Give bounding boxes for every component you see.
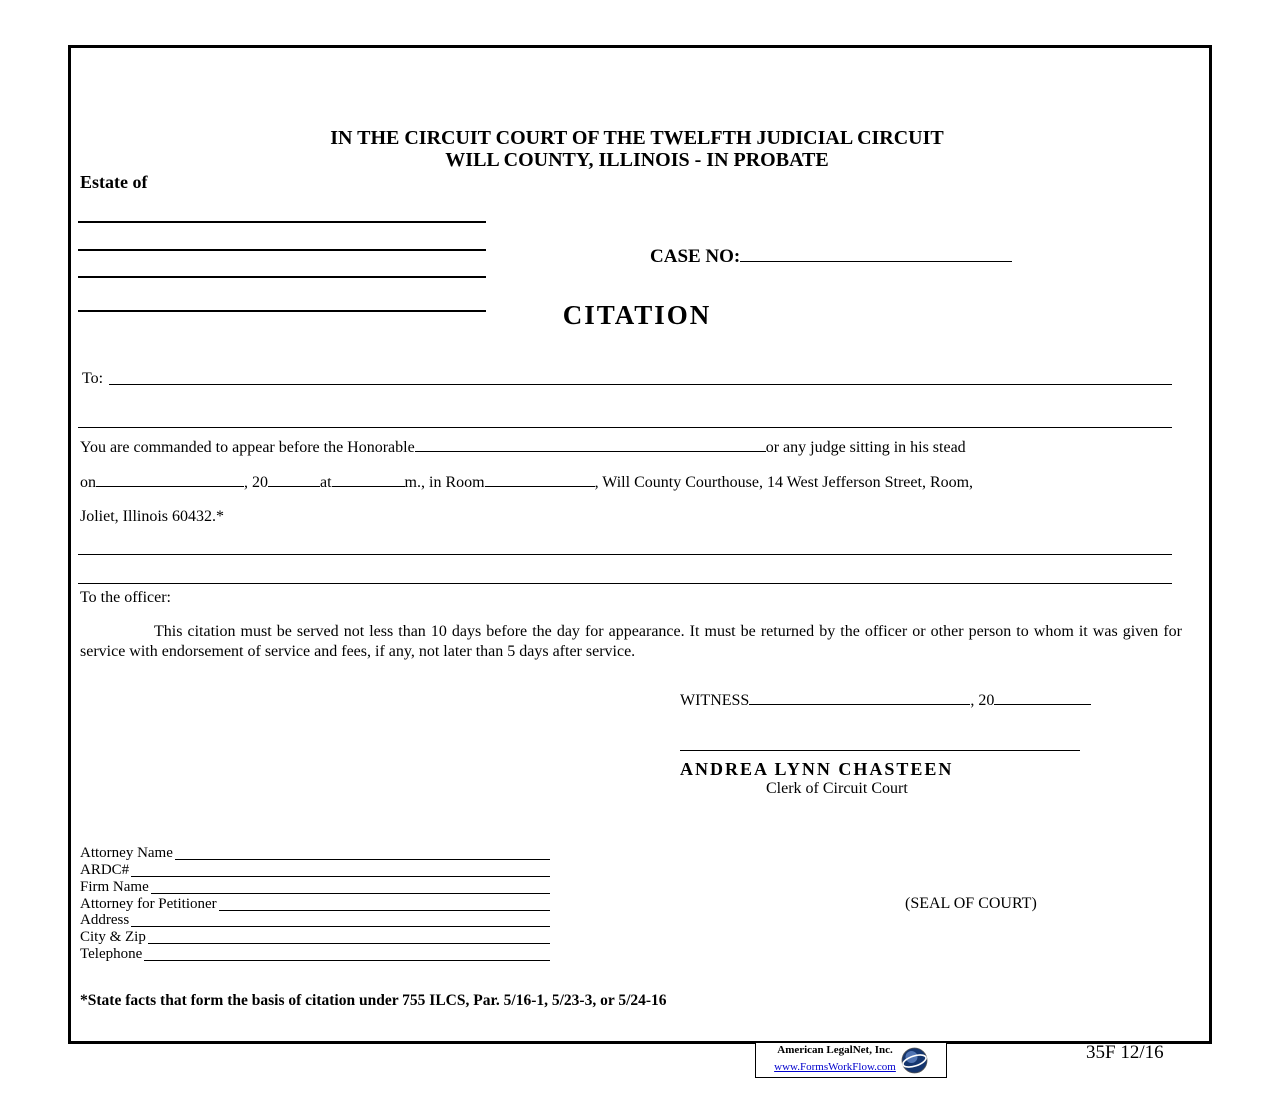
honorable-name-blank	[415, 439, 766, 452]
legalnet-text-block	[774, 1044, 896, 1075]
facts-blank-line-1	[78, 554, 1172, 555]
estate-blank-line-1	[78, 221, 486, 223]
clerk-name: ANDREA LYNN CHASTEEN	[680, 759, 954, 779]
to-blank-line-2	[78, 427, 1172, 428]
command-courthouse-text: , Will County Courthouse, 14 West Jefferson Street, Room,	[594, 474, 974, 491]
statute-footnote: *State facts that form the basis of citation under 755 ILCS, Par. 5/16-1, 5/23-3, or 5/24-16	[80, 992, 667, 1009]
attorney-for-petitioner-row	[80, 896, 550, 912]
attorney-for-petitioner-blank	[219, 896, 550, 911]
witness-year-blank	[994, 692, 1091, 705]
facts-blank-line-2	[78, 583, 1172, 584]
address-blank	[131, 912, 550, 927]
witness-date-blank	[749, 692, 970, 705]
form-number: 35F 12/16	[1086, 1042, 1164, 1063]
officer-instructions-paragraph: This citation must be served not less than 10 days before the day for appearance. It must be returned by the officer or other person to whom it was given for service with endorsement of service and fees, if any, not later than 5 days after service.	[80, 623, 1182, 660]
witness-label: WITNESS	[680, 692, 750, 709]
command-year-text: , 20	[244, 474, 268, 491]
telephone-row	[80, 946, 550, 962]
clerk-title: Clerk of Circuit Court	[766, 780, 908, 797]
estate-of-label: Estate of	[80, 172, 148, 192]
attorney-name-blank	[175, 845, 550, 860]
formsworkflow-link[interactable]: www.FormsWorkFlow.com	[774, 1061, 896, 1074]
form-title: CITATION	[562, 300, 712, 330]
telephone-label: Telephone	[80, 946, 143, 962]
case-no-row	[650, 246, 1012, 268]
legalnet-branding-box	[755, 1042, 947, 1078]
address-row	[80, 912, 550, 928]
witness-row	[680, 692, 1091, 710]
attorney-name-row	[80, 845, 550, 861]
ardc-label: ARDC#	[80, 862, 130, 878]
ardc-blank	[131, 862, 550, 877]
command-line-1	[80, 439, 1172, 457]
witness-year-text: , 20	[970, 692, 995, 709]
room-number-blank	[485, 474, 595, 487]
address-label: Address	[80, 912, 130, 928]
city-zip-blank	[148, 929, 550, 944]
case-no-blank	[740, 249, 1012, 262]
command-on-text: on	[80, 474, 96, 491]
globe-icon	[901, 1047, 928, 1074]
command-text-before-honorable: You are commanded to appear before the Honorable	[80, 439, 415, 456]
to-row	[82, 370, 1172, 388]
seal-of-court-label: (SEAL OF COURT)	[905, 895, 1037, 912]
clerk-signature-line	[680, 750, 1080, 751]
command-meridiem-room-text: m., in Room	[404, 474, 485, 491]
command-line-2	[80, 474, 1172, 492]
estate-blank-line-2	[78, 249, 486, 251]
case-no-label: CASE NO:	[650, 246, 741, 267]
to-label: To:	[82, 370, 104, 387]
to-blank-line-1	[109, 370, 1172, 385]
command-line-3: Joliet, Illinois 60432.*	[80, 508, 224, 525]
legalnet-company-name: American LegalNet, Inc.	[777, 1044, 893, 1057]
court-header-line1: IN THE CIRCUIT COURT OF THE TWELFTH JUDICIAL CIRCUIT	[330, 127, 944, 149]
date-blank	[96, 474, 244, 487]
telephone-blank	[144, 946, 550, 961]
court-header-line2: WILL COUNTY, ILLINOIS - IN PROBATE	[445, 149, 829, 171]
city-zip-label: City & Zip	[80, 929, 146, 945]
ardc-row	[80, 862, 550, 878]
firm-name-label: Firm Name	[80, 879, 149, 895]
attorney-for-petitioner-label: Attorney for Petitioner	[80, 896, 217, 912]
command-text-after-honorable: or any judge sitting in his stead	[765, 439, 966, 456]
firm-name-blank	[151, 879, 550, 894]
year-blank	[268, 474, 320, 487]
command-at-text: at	[320, 474, 332, 491]
attorney-name-label: Attorney Name	[80, 845, 173, 861]
city-zip-row	[80, 929, 550, 945]
estate-blank-line-3	[78, 276, 486, 278]
to-the-officer-label: To the officer:	[80, 589, 171, 606]
time-blank	[332, 474, 405, 487]
firm-name-row	[80, 879, 550, 895]
